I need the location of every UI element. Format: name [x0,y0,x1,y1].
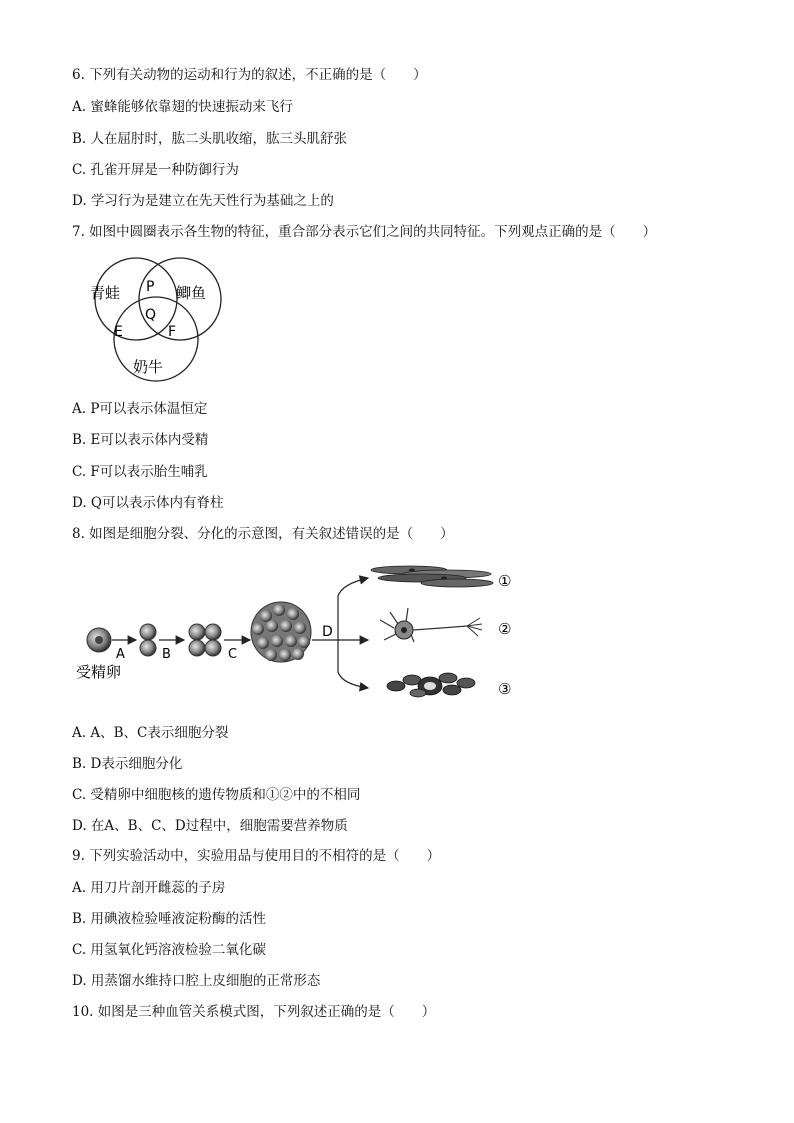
q8-option-c: C. 受精卵中细胞核的遗传物质和①②中的不相同 [72,787,361,803]
q6-option-a: A. 蜜蜂能够依靠翅的快速振动来飞行 [72,99,293,115]
venn-label-crucian: 鲫鱼 [176,284,207,302]
q7-stem: 7. 如图中圆圈表示各生物的特征，重合部分表示它们之间的共同特征。下列观点正确的是（ ） [72,224,657,240]
q6-stem: 6. 下列有关动物的运动和行为的叙述，不正确的是（ ） [72,67,427,83]
arrow-a-label: A [116,647,125,662]
q7-option-c: C. F可以表示胎生哺乳 [72,464,208,480]
cell-division-diagram [72,556,532,706]
q8-stem: 8. 如图是细胞分裂、分化的示意图，有关叙述错误的是（ ） [72,526,454,542]
muscle-cell-icon [371,566,493,587]
arrow-c-label: C [228,647,238,662]
q6-option-c: C. 孔雀开屏是一种防御行为 [72,162,239,178]
q9-stem: 9. 下列实验活动中，实验用品与使用目的不相符的是（ ） [72,848,441,864]
arrow-d-label: D [322,624,333,640]
branch-label-2: ② [498,620,512,638]
q9-option-a: A. 用刀片剖开雌蕊的子房 [72,880,226,896]
arrow-b-label: B [162,647,171,662]
q7-option-b: B. E可以表示体内受精 [72,432,209,448]
branch-lower [338,640,368,688]
venn-region-p: P [146,279,155,295]
branch-upper [338,578,368,640]
q9-option-c: C. 用氢氧化钙溶液检验二氧化碳 [72,942,266,958]
q9-option-d: D. 用蒸馏水维持口腔上皮细胞的正常形态 [72,973,321,989]
four-cell-icon [189,624,221,656]
venn-region-f: F [168,324,177,340]
branch-label-1: ① [498,572,512,590]
q9-option-b: B. 用碘液检验唾液淀粉酶的活性 [72,911,267,927]
q8-option-a: A. A、B、C表示细胞分裂 [72,725,229,741]
q10-stem: 10. 如图是三种血管关系模式图，下列叙述正确的是（ ） [72,1004,436,1020]
cell-cluster-icon [251,602,311,662]
venn-region-q: Q [145,307,157,323]
neuron-icon [380,608,482,642]
branch-label-3: ③ [498,680,512,698]
zygote-label: 受精卵 [76,663,122,681]
venn-label-cow: 奶牛 [133,358,164,376]
venn-label-frog: 青蛙 [90,284,121,302]
zygote-icon [87,628,111,652]
q6-option-d: D. 学习行为是建立在先天性行为基础之上的 [72,193,334,209]
venn-region-e: E [114,324,123,340]
venn-diagram [76,254,228,386]
blood-cell-icon [387,673,475,697]
q8-option-b: B. D表示细胞分化 [72,756,183,772]
q7-option-a: A. P可以表示体温恒定 [72,401,208,417]
two-cell-icon [140,624,156,656]
q6-option-b: B. 人在屈肘时，肱二头肌收缩，肱三头肌舒张 [72,131,348,147]
q8-option-d: D. 在A、B、C、D过程中，细胞需要营养物质 [72,818,348,834]
q7-option-d: D. Q可以表示体内有脊柱 [72,495,224,511]
